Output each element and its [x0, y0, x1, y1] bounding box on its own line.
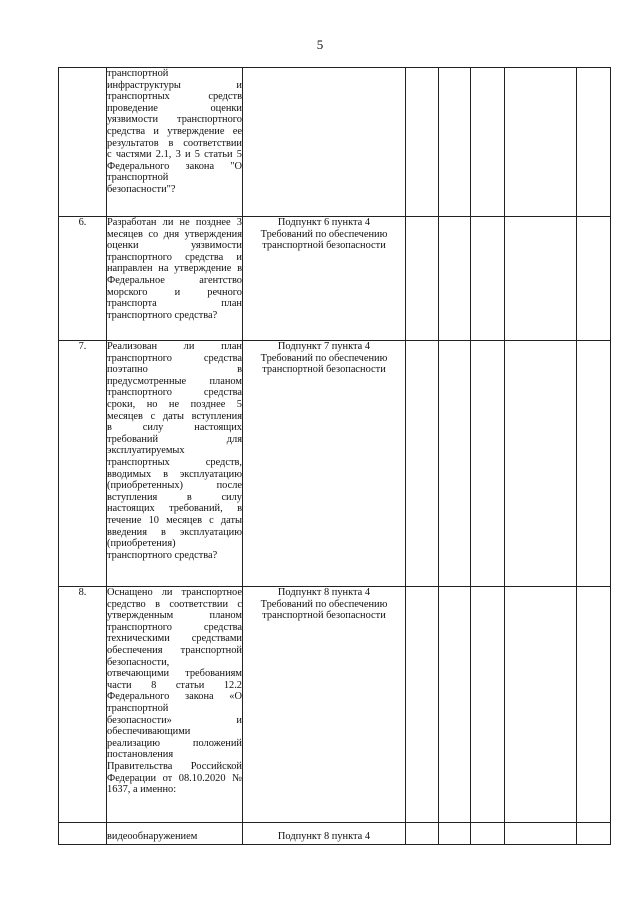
question-line: утвержденным планом: [107, 610, 242, 622]
empty-cell: [406, 587, 439, 823]
question-line: течение 10 месяцев с даты: [107, 514, 242, 526]
question-line: месяцев со дня утверждения: [107, 228, 242, 240]
page-number: 5: [316, 37, 324, 52]
question-line: морского и речного: [107, 286, 242, 298]
reference-line: Требований по обеспечению: [260, 598, 388, 610]
empty-cell: [471, 823, 505, 845]
empty-cell: [439, 823, 471, 845]
reference-line: транспортной безопасности: [262, 364, 386, 376]
question-line: введения в эксплуатацию: [107, 526, 242, 538]
question-line: (приобретенных) после: [107, 480, 242, 492]
question-line: эксплуатируемых: [107, 445, 185, 457]
question-line: настоящих требований, в: [107, 503, 242, 515]
question-line: отвечающими требованиям: [107, 668, 242, 680]
question-line: оценки уязвимости: [107, 240, 242, 252]
reference-cell: [243, 217, 406, 341]
question-line: Федерального закона "О: [107, 160, 242, 172]
row-number: 8.: [59, 587, 107, 823]
row-number: [59, 68, 107, 217]
reference-line: Требований по обеспечению: [260, 228, 388, 240]
empty-cell: [471, 341, 505, 587]
reference-cell: [243, 823, 406, 845]
table-row: [59, 341, 611, 587]
question-line: средства и утверждение ее: [107, 125, 242, 137]
question-line: Реализован ли план: [107, 341, 242, 352]
question-line: вступления в силу: [107, 491, 242, 503]
empty-cell: [505, 587, 577, 823]
question-line: Федеральное агентство: [107, 274, 242, 286]
question-line: Оснащено ли транспортное: [107, 587, 242, 598]
question-line: Разработан ли не позднее 3: [107, 217, 242, 228]
empty-cell: [577, 823, 611, 845]
empty-cell: [471, 587, 505, 823]
reference-line: Требований по обеспечению: [260, 352, 388, 364]
table-row: [59, 587, 611, 823]
question-line: техническими средствами: [107, 633, 242, 645]
empty-cell: [577, 68, 611, 217]
question-line: требований для: [107, 433, 242, 445]
reference-cell: [243, 341, 406, 587]
question-line: безопасности» и: [107, 714, 242, 726]
question-line: транспортного средства: [107, 387, 242, 399]
question-line: Федерации от 08.10.2020 №: [107, 772, 242, 784]
question-line: транспортной: [107, 702, 169, 714]
question-line: обеспечения транспортной: [107, 644, 242, 656]
empty-cell: [505, 823, 577, 845]
question-cell: [107, 823, 243, 845]
reference-line: Подпункт 8 пункта 4: [277, 831, 371, 842]
question-cell: [107, 68, 243, 217]
question-line: транспортного средства?: [107, 309, 218, 321]
question-line: реализацию положений: [107, 737, 242, 749]
empty-cell: [505, 68, 577, 217]
question-line: проведение оценки: [107, 102, 242, 114]
question-line: поэтапно в: [107, 364, 242, 376]
question-line: транспортного средства?: [107, 549, 218, 561]
question-line: вводимых в эксплуатацию: [107, 468, 242, 480]
question-line: уязвимости транспортного: [107, 114, 242, 126]
question-line: обеспечивающими: [107, 726, 191, 738]
empty-cell: [439, 341, 471, 587]
question-line: 1637, а именно:: [107, 784, 177, 796]
empty-cell: [471, 68, 505, 217]
reference-line: Подпункт 7 пункта 4: [277, 341, 371, 352]
row-number: 6.: [59, 217, 107, 341]
table-row: [59, 68, 611, 217]
reference-line: транспортной безопасности: [262, 610, 386, 622]
question-line: в силу настоящих: [107, 422, 242, 434]
reference-line: Подпункт 8 пункта 4: [277, 587, 371, 598]
table-row: [59, 823, 611, 845]
question-line: транспортных средств: [107, 91, 242, 103]
checklist-table: [58, 67, 611, 845]
question-line: транспортной: [107, 68, 169, 79]
question-line: транспорта план: [107, 298, 242, 310]
question-cell: [107, 217, 243, 341]
empty-cell: [439, 587, 471, 823]
question-line: направлен на утверждение в: [107, 263, 242, 275]
question-line: месяцев с даты вступления: [107, 410, 242, 422]
reference-cell: [243, 68, 406, 217]
question-line: безопасности"?: [107, 183, 176, 195]
question-line: транспортного средства и: [107, 251, 242, 263]
question-line: с частями 2.1, 3 и 5 статьи 5: [107, 149, 242, 161]
empty-cell: [439, 68, 471, 217]
question-line: транспортного средства: [107, 352, 242, 364]
question-line: инфраструктуры и: [107, 79, 242, 91]
question-line: транспортного средства: [107, 621, 242, 633]
question-line: сроки, но не позднее 5: [107, 398, 242, 410]
empty-cell: [406, 217, 439, 341]
empty-cell: [406, 341, 439, 587]
question-line: средство в соответствии с: [107, 598, 242, 610]
question-line: видеообнаружением: [107, 831, 198, 842]
question-line: результатов в соответствии: [107, 137, 242, 149]
empty-cell: [577, 217, 611, 341]
empty-cell: [577, 341, 611, 587]
question-line: безопасности,: [107, 656, 170, 668]
empty-cell: [406, 68, 439, 217]
empty-cell: [406, 823, 439, 845]
empty-cell: [505, 341, 577, 587]
question-line: предусмотренные планом: [107, 375, 242, 387]
row-number: [59, 823, 107, 845]
row-number: 7.: [59, 341, 107, 587]
question-line: постановления: [107, 749, 174, 761]
question-line: Федерального закона «О: [107, 691, 242, 703]
empty-cell: [471, 217, 505, 341]
question-line: транспортной: [107, 172, 169, 184]
question-cell: [107, 341, 243, 587]
reference-cell: [243, 587, 406, 823]
empty-cell: [439, 217, 471, 341]
empty-cell: [577, 587, 611, 823]
reference-line: Подпункт 6 пункта 4: [277, 217, 371, 228]
table-row: [59, 217, 611, 341]
question-line: части 8 статьи 12.2: [107, 679, 242, 691]
reference-line: транспортной безопасности: [262, 240, 386, 252]
question-cell: [107, 587, 243, 823]
question-line: Правительства Российской: [107, 760, 242, 772]
question-line: (приобретения): [107, 538, 176, 550]
question-line: транспортных средств,: [107, 456, 242, 468]
empty-cell: [505, 217, 577, 341]
